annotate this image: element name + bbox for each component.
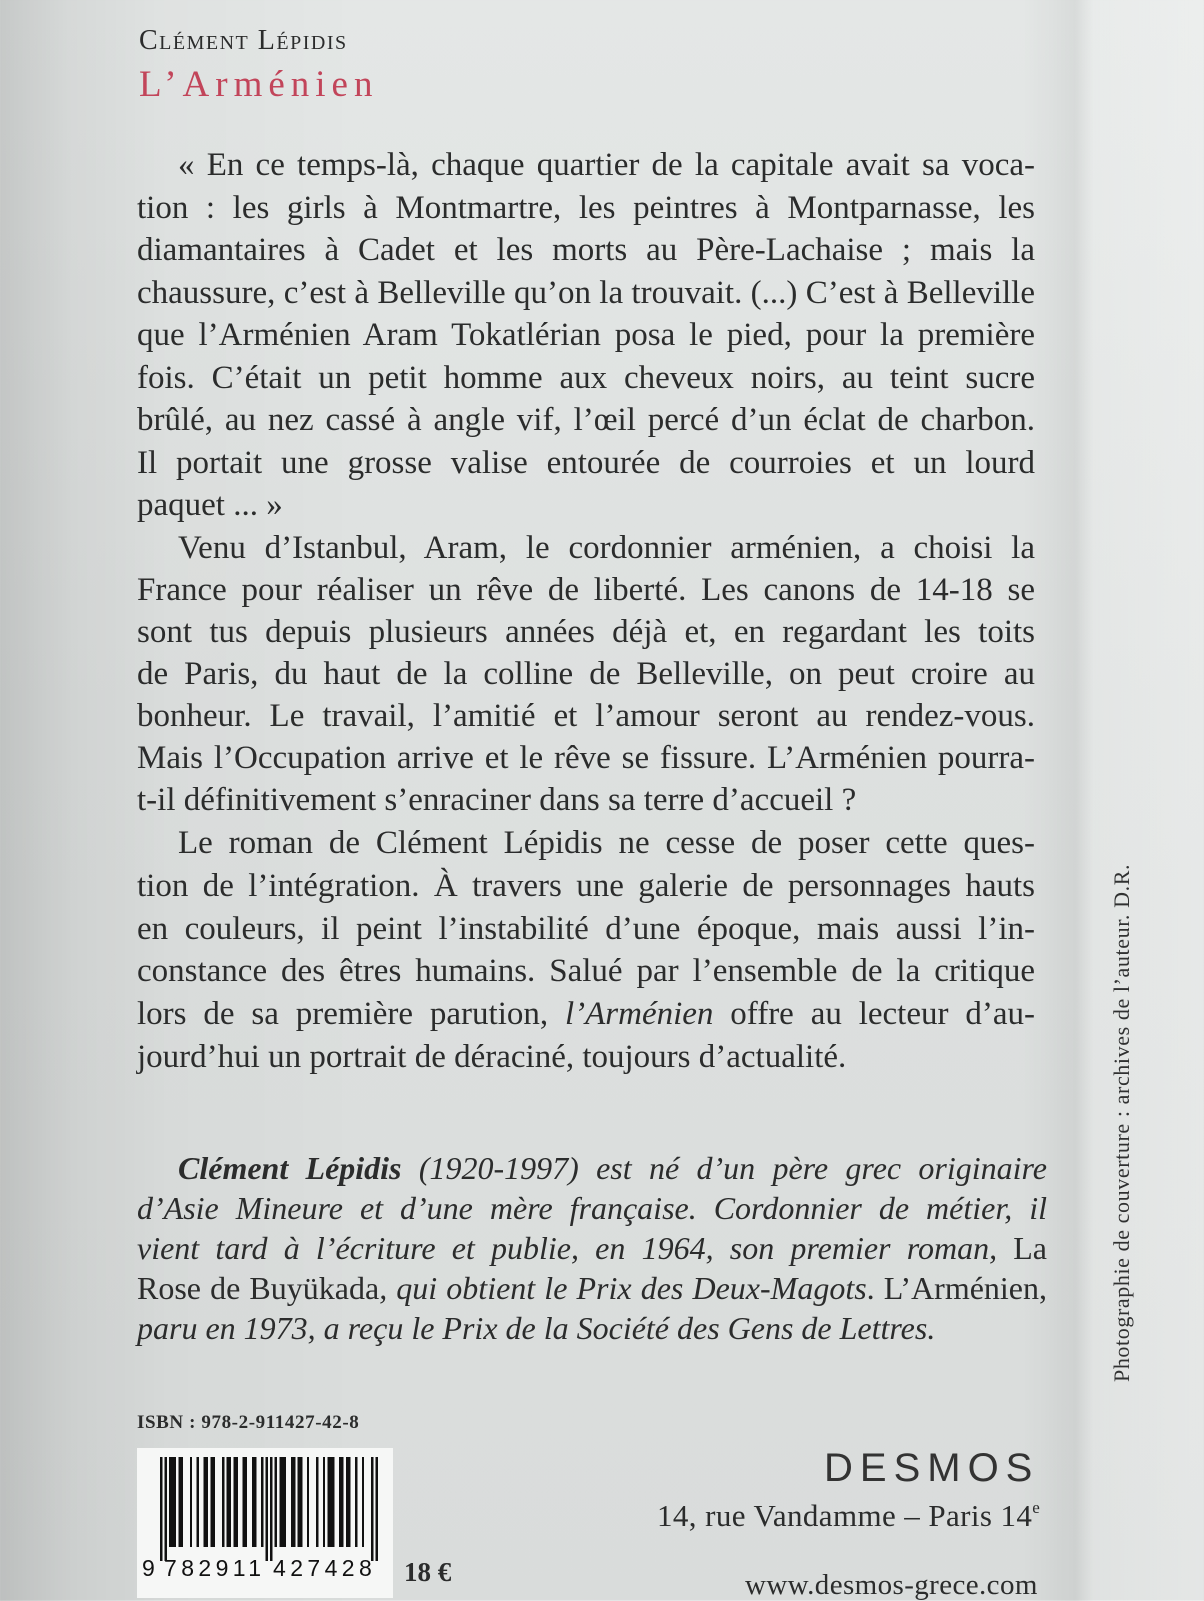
bio-book-title: La <box>1013 1230 1047 1266</box>
isbn: ISBN : 978-2-911427-42-8 <box>137 1412 360 1433</box>
barcode-bar <box>307 1457 309 1547</box>
barcode-bar <box>279 1457 286 1547</box>
blurb-line: Il portait une grosse valise entourée de courroies et un lourd <box>137 444 1035 481</box>
barcode-digits-left: 782911 <box>164 1555 266 1581</box>
barcode-guard-bar <box>160 1457 162 1561</box>
barcode-guard-bar <box>266 1457 268 1561</box>
blurb-paragraph-2 <box>137 527 1035 821</box>
barcode-guard-bar <box>376 1457 378 1561</box>
blurb-line-text: offre au lecteur d’au- <box>713 996 1035 1033</box>
barcode-bar <box>323 1457 325 1547</box>
bio-line: d’Asie Mineure et d’une mère française. Cordonnier de métier, il <box>137 1190 1047 1226</box>
blurb-paragraph-3 <box>137 822 1035 1079</box>
barcode-bar <box>222 1457 224 1547</box>
publisher-logo: DESMOS <box>824 1446 1040 1490</box>
bio-line <box>137 1228 1047 1268</box>
barcode-digit-first: 9 <box>142 1555 155 1581</box>
barcode <box>137 1448 393 1598</box>
blurb-line: t-il définitivement s’enraciner dans sa terre d’accueil ? <box>137 782 857 818</box>
barcode-bar <box>346 1457 351 1547</box>
blurb-line: bonheur. Le travail, l’amitié et l’amour seront au rendez-vous. <box>137 698 1035 734</box>
blurb-line: tion de l’intégration. À travers une galerie de personnages hauts <box>137 867 1035 904</box>
barcode-guard-bar <box>371 1457 373 1561</box>
barcode-bars <box>160 1457 378 1561</box>
barcode-bar <box>316 1457 318 1547</box>
blurb-line: constance des êtres humains. Salué par l’ensemble de la critique <box>137 953 1035 990</box>
barcode-bar <box>362 1457 364 1547</box>
barcode-bar <box>233 1457 238 1547</box>
blurb-line: France pour réaliser un rêve de liberté. Les canons de 14-18 se <box>137 572 1035 608</box>
barcode-bar <box>298 1457 303 1547</box>
barcode-bar <box>210 1457 215 1547</box>
bio-author-name: Clément Lépidis <box>178 1150 402 1186</box>
barcode-bar <box>169 1457 176 1547</box>
book-title-italic: l’Arménien <box>564 996 714 1033</box>
blurb-line: Mais l’Occupation arrive et le rêve se fissure. L’Arménien pourra- <box>137 740 1035 776</box>
author-name: Clément Lépidis <box>139 25 348 56</box>
publisher-website: www.desmos-grece.com <box>745 1569 1038 1601</box>
barcode-bar <box>204 1457 209 1547</box>
book-title: L’Arménien <box>139 64 379 105</box>
blurb-line: jourd’hui un portrait de déraciné, toujours d’actualité. <box>137 1038 847 1075</box>
publisher-address <box>657 1498 1040 1534</box>
barcode-bar <box>328 1457 335 1547</box>
barcode-bar <box>197 1457 199 1547</box>
barcode-bar <box>275 1457 277 1547</box>
blurb-line: fois. C’était un petit homme aux cheveux noirs, au teint sucre <box>137 359 1035 396</box>
blurb-line: sont tus depuis plusieurs années déjà et, en regardant les toits <box>137 614 1035 650</box>
barcode-bar <box>243 1457 248 1547</box>
bio-book-title: . L’Arménien, <box>866 1270 1048 1306</box>
blurb-line: Le roman de Clément Lépidis ne cesse de poser cette ques- <box>178 825 1035 861</box>
publisher-address-text: 14, rue Vandamme – Paris 14 <box>657 1498 1033 1533</box>
blurb-line: en couleurs, il peint l’instabilité d’une époque, mais aussi l’in- <box>137 910 1035 947</box>
blurb-line <box>137 993 1035 1036</box>
bio-line-text: , qui obtient le Prix des Deux-Magots <box>379 1270 867 1306</box>
blurb-line: diamantaires à Cadet et les morts au Père-Lachaise ; mais la <box>137 232 1035 268</box>
bio-line-text: (1920-1997) est né d’un père grec originaire <box>401 1150 1048 1186</box>
barcode-bar <box>252 1457 257 1547</box>
barcode-bar <box>227 1457 232 1547</box>
barcode-bar <box>291 1457 296 1547</box>
blurb-line: « En ce temps-là, chaque quartier de la capitale avait sa voca- <box>178 147 1035 183</box>
author-bio <box>137 1148 1047 1348</box>
publisher-address-sup: e <box>1032 1498 1041 1517</box>
blurb-line: que l’Arménien Aram Tokatlérian posa le pied, pour la première <box>137 317 1035 353</box>
blurb-paragraph-1 <box>137 144 1035 527</box>
bio-line <box>178 1148 1047 1188</box>
bio-book-title: Rose de Buyükada <box>137 1270 380 1306</box>
blurb-line: tion : les girls à Montmartre, les peintres à Montparnasse, les <box>137 189 1035 226</box>
blurb-line: brûlé, au nez cassé à angle vif, l’œil percé d’un éclat de charbon. <box>137 402 1035 438</box>
photo-credit: Photographie de couverture : archives de l’auteur. D.R. <box>1109 863 1134 1382</box>
barcode-bar <box>261 1457 263 1547</box>
barcode-bar <box>190 1457 192 1547</box>
blurb-line: chaussure, c’est à Belleville qu’on la trouvait. (...) C’est à Belleville <box>137 274 1035 311</box>
barcode-digits-right: 427428 <box>273 1555 377 1581</box>
barcode-bar <box>355 1457 357 1547</box>
barcode-guard-bar <box>165 1457 167 1561</box>
blurb-line: de Paris, du haut de la colline de Belleville, on peut croire au <box>137 656 1035 692</box>
bio-line <box>137 1268 1047 1308</box>
barcode-guard-bar <box>270 1457 272 1561</box>
price: 18 € <box>404 1557 452 1587</box>
barcode-bar <box>178 1457 183 1547</box>
barcode-bar <box>339 1457 344 1547</box>
bio-line: paru en 1973, a reçu le Prix de la Société des Gens de Lettres. <box>137 1310 936 1346</box>
blurb-line: paquet ... » <box>137 487 283 523</box>
bio-line-text: vient tard à l’écriture et publie, en 1964, son premier roman, <box>137 1230 1014 1266</box>
blurb-line: Venu d’Istanbul, Aram, le cordonnier arménien, a choisi la <box>178 530 1035 566</box>
blurb-line-text: lors de sa première parution, <box>137 996 565 1033</box>
